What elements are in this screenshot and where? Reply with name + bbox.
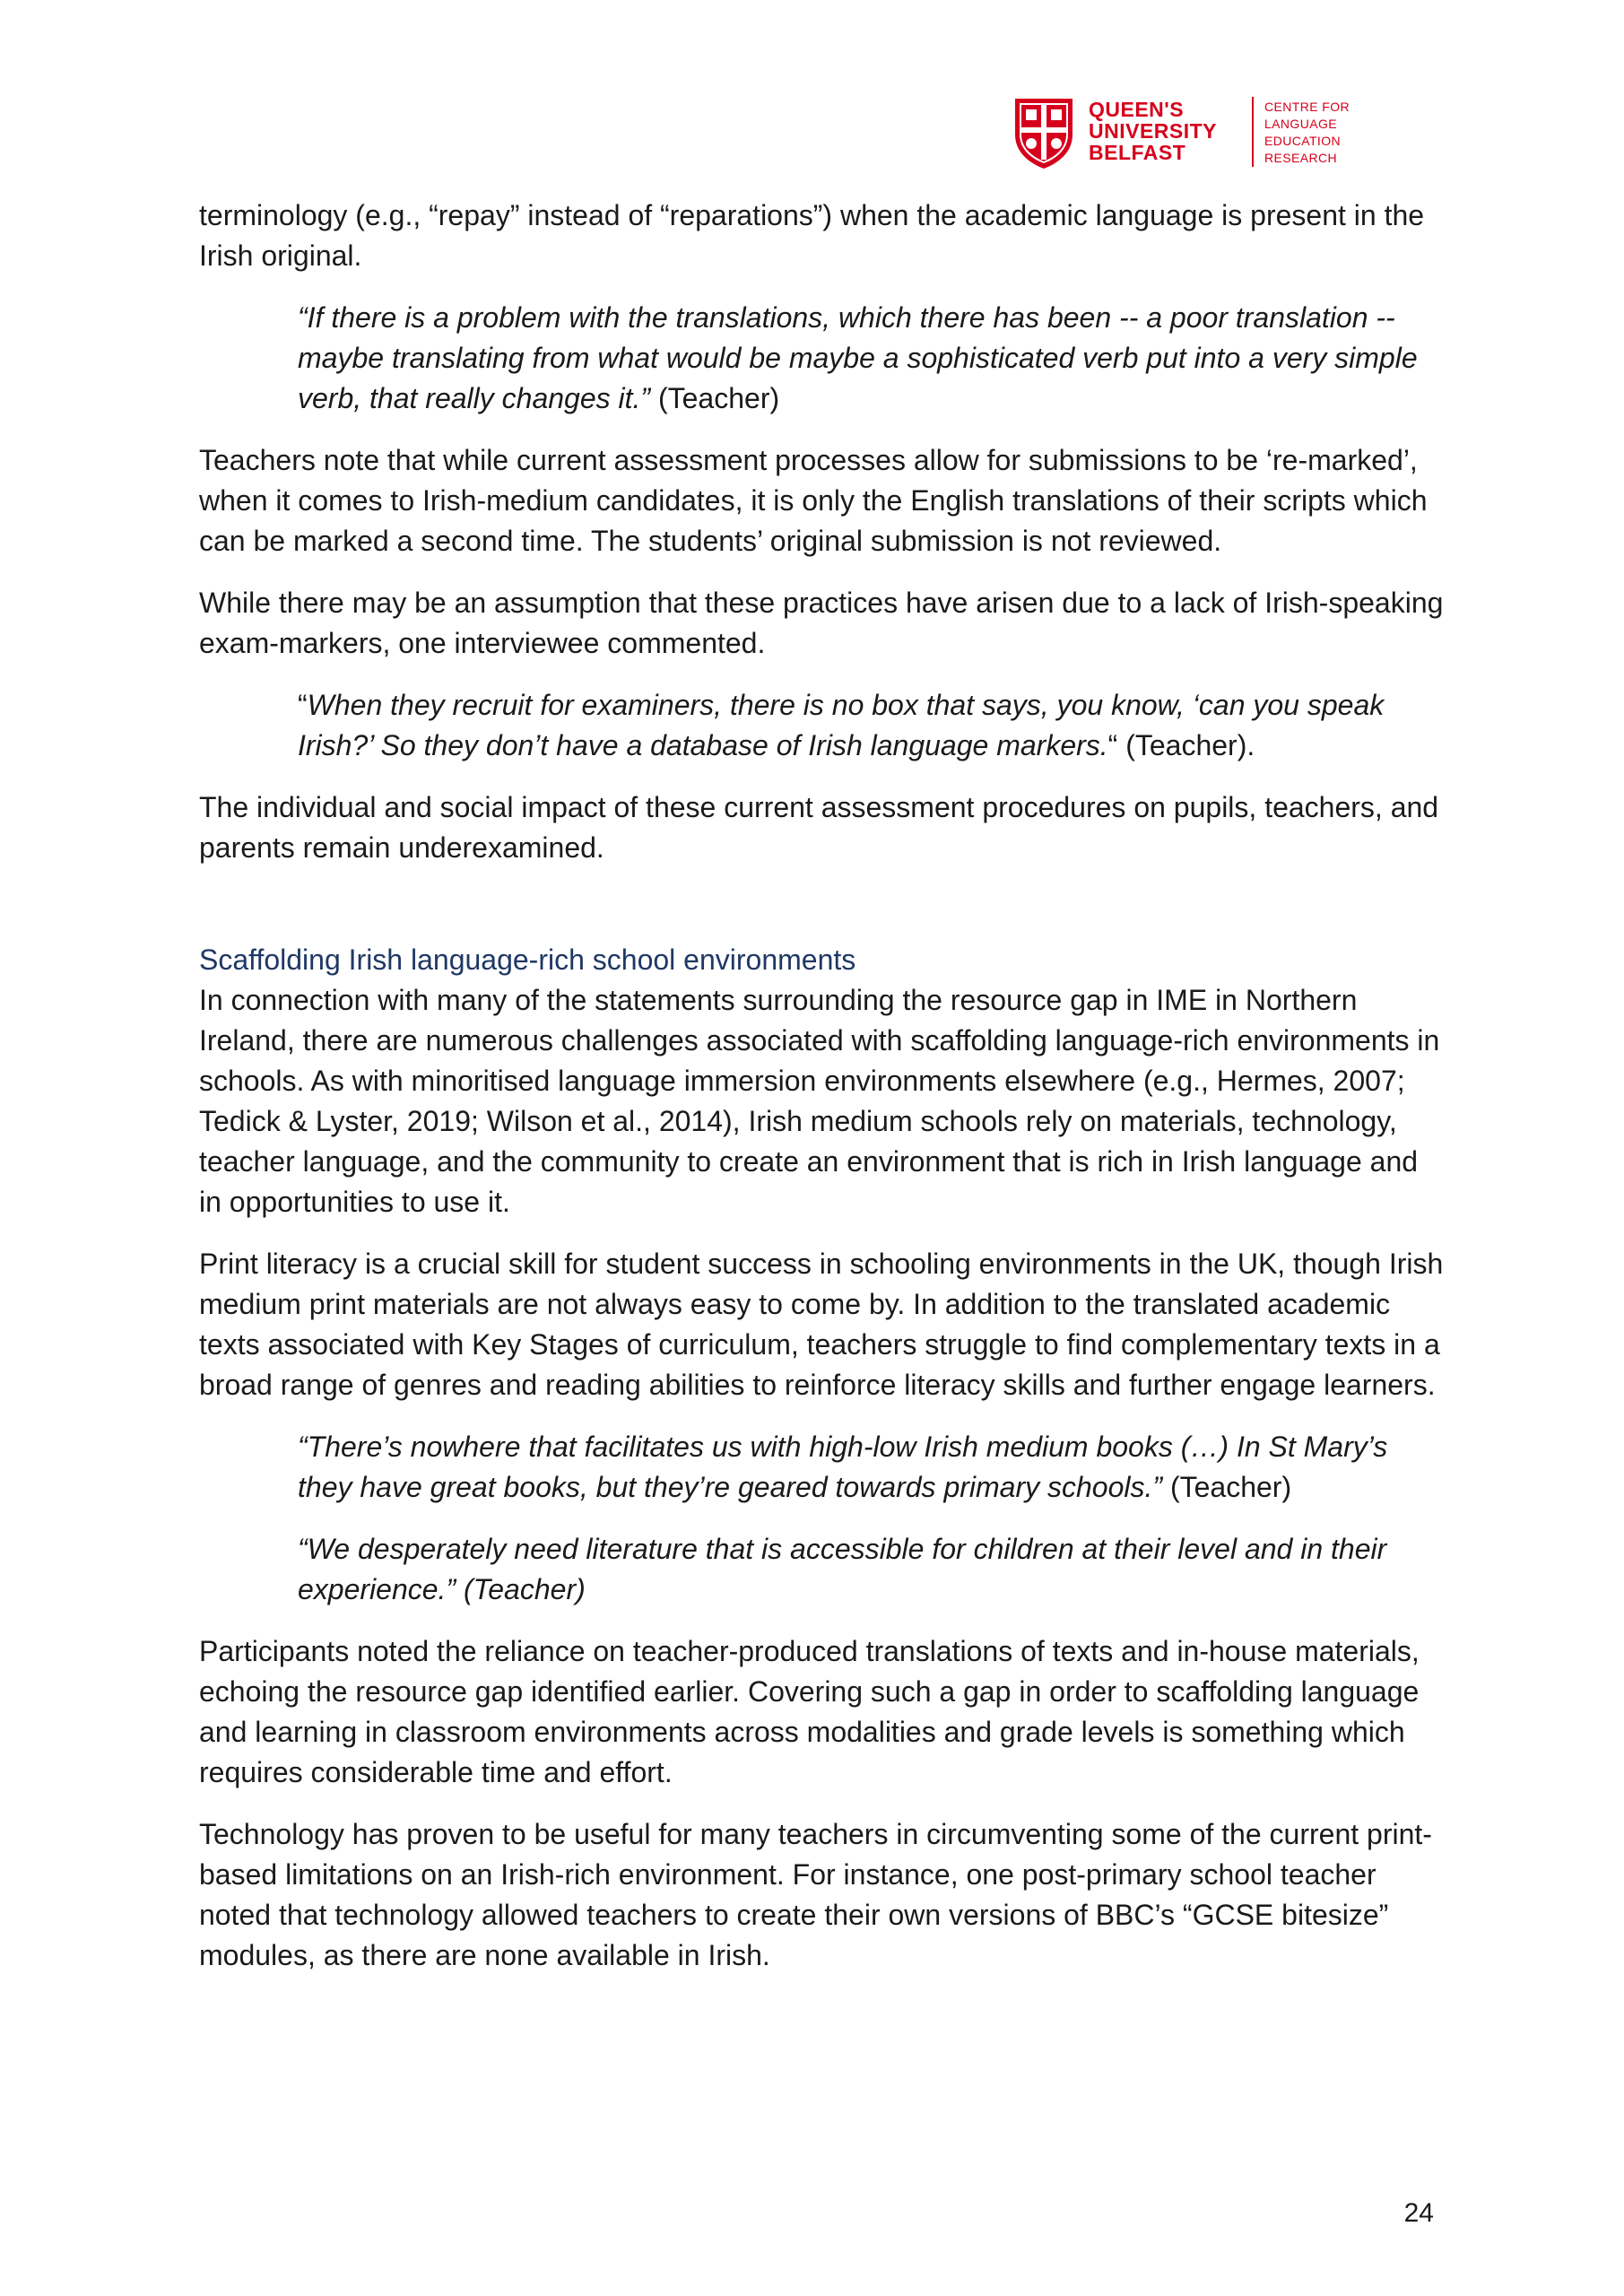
paragraph: Participants noted the reliance on teacher-produced translations of texts and in-house materials, echoing the resource gap identified earlier. Covering such a gap in order to scaffolding language and learning in classroom environments across modalities and grade levels is something which requires considerable time and effort. — [199, 1635, 1420, 1788]
quote-text: When they recruit for examiners, there is no box that says, you know, ‘can you speak Irish?’ So they don’t have a database of Irish language markers. — [298, 689, 1385, 761]
page-number: 24 — [1403, 2198, 1434, 2228]
qub-wordmark — [1089, 99, 1217, 163]
block-quote — [298, 685, 1446, 766]
qub-line-3: BELFAST — [1089, 141, 1186, 164]
block-quote — [298, 1427, 1446, 1508]
paragraph: Print literacy is a crucial skill for student success in schooling environments in the UK, though Irish medium print materials are not always easy to come by. In addition to the translated academic texts associated with Key Stages of curriculum, teachers struggle to find complementary texts in a broad range of genres and reading abilities to reinforce literacy skills and further engage learners. — [199, 1248, 1444, 1401]
quote-open-mark: “ — [298, 689, 308, 721]
qub-crest-icon — [1012, 95, 1076, 170]
logo-divider — [1252, 97, 1254, 167]
quote-text: “If there is a problem with the translations, which there has been -- a poor translation -- maybe translating from what would be maybe a sophisticated verb put into a very simple verb, that really changes it.” — [298, 301, 1418, 414]
paragraph: terminology (e.g., “repay” instead of “reparations”) when the academic language is present in the Irish original. — [199, 199, 1425, 272]
qub-logo — [1012, 90, 1245, 176]
quote-attribution: “ (Teacher). — [1107, 729, 1255, 761]
centre-line-3: EDUCATION — [1264, 134, 1342, 148]
quote-attribution: (Teacher) — [1162, 1471, 1292, 1503]
centre-logo — [1264, 99, 1350, 167]
centre-line-1: CENTRE FOR — [1264, 100, 1350, 114]
paragraph: Technology has proven to be useful for many teachers in circumventing some of the current print-based limitations on an Irish-rich environment. For instance, one post-primary school teacher noted that technology allowed teachers to create their own versions of BBC’s “GCSE bitesize” modules, as there are none available in Irish. — [199, 1818, 1432, 1971]
section-heading: Scaffolding Irish language-rich school environments — [199, 944, 856, 976]
centre-line-2: LANGUAGE — [1264, 117, 1337, 131]
quote-text: “We desperately need literature that is accessible for children at their level and in their experience.” (Teacher) — [298, 1533, 1387, 1605]
qub-line-2: UNIVERSITY — [1089, 119, 1218, 143]
block-quote — [298, 1529, 1446, 1610]
quote-attribution: (Teacher) — [650, 382, 780, 414]
paragraph: While there may be an assumption that these practices have arisen due to a lack of Irish-speaking exam-markers, one interviewee commented. — [199, 587, 1444, 659]
block-quote — [298, 298, 1446, 419]
paragraph: Teachers note that while current assessment processes allow for submissions to be ‘re-marked’, when it comes to Irish-medium candidates, it is only the English translations of their scripts which can be marked a second time. The students’ original submission is not reviewed. — [199, 444, 1428, 557]
qub-line-1: QUEEN'S — [1089, 98, 1185, 121]
centre-line-4: RESEARCH — [1264, 151, 1337, 165]
header-logos — [1012, 90, 1361, 176]
paragraph: The individual and social impact of these current assessment procedures on pupils, teachers, and parents remain underexamined. — [199, 791, 1439, 864]
quote-text: “There’s nowhere that facilitates us with high-low Irish medium books (…) In St Mary’s they have great books, but they’re geared towards primary schools.” — [298, 1431, 1388, 1503]
document-body — [199, 196, 1446, 1997]
paragraph: In connection with many of the statements surrounding the resource gap in IME in Northern Ireland, there are numerous challenges associated with scaffolding language-rich environments in schools. As with minoritised language immersion environments elsewhere (e.g., Hermes, 2007; Tedick & Lyster, 2019; Wilson et al., 2014), Irish medium schools rely on materials, technology, teacher language, and the community to create an environment that is rich in Irish language and in opportunities to use it. — [199, 984, 1440, 1218]
